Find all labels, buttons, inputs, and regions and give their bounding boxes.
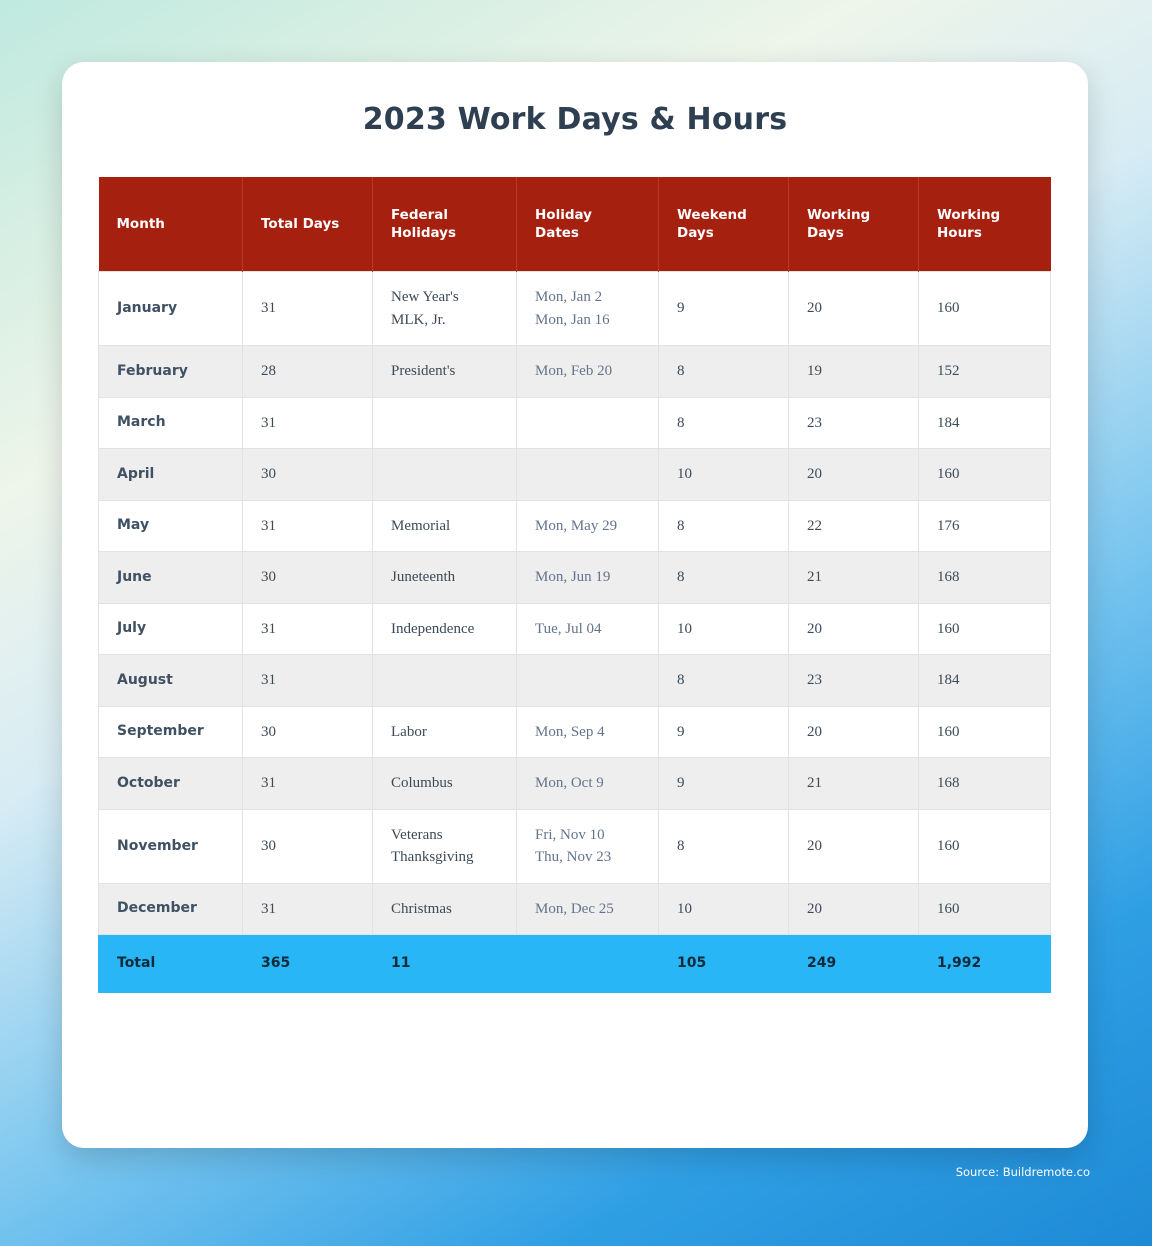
- table-row: [99, 655, 1051, 707]
- column-header-month: Month: [99, 177, 243, 272]
- cell-working-days: 21: [789, 758, 919, 810]
- table-body: [99, 272, 1051, 993]
- cell-working-hours: 160: [919, 603, 1051, 655]
- cell-federal-holidays: [373, 397, 517, 449]
- table-header-row: [99, 177, 1051, 272]
- cell-month: November: [99, 809, 243, 883]
- cell-total-days: 31: [243, 272, 373, 346]
- cell-federal-holidays: President's: [373, 346, 517, 398]
- cell-total-days: 28: [243, 346, 373, 398]
- cell-total-days: 30: [243, 809, 373, 883]
- table-row: [99, 397, 1051, 449]
- cell-weekend-days: 8: [659, 500, 789, 552]
- cell-holiday-dates: [517, 449, 659, 501]
- cell-working-hours: 160: [919, 883, 1051, 935]
- table-row: [99, 449, 1051, 501]
- source-credit: Source: Buildremote.co: [955, 1165, 1090, 1179]
- cell-month: May: [99, 500, 243, 552]
- cell-weekend-days: 8: [659, 397, 789, 449]
- cell-month: January: [99, 272, 243, 346]
- cell-total-days: 30: [243, 552, 373, 604]
- cell-holiday-dates: Mon, Jan 2 Mon, Jan 16: [517, 272, 659, 346]
- work-days-table-container: [98, 177, 1050, 993]
- cell-holiday-dates: Tue, Jul 04: [517, 603, 659, 655]
- total-cell-working-days: 249: [789, 935, 919, 993]
- total-cell-federal-holidays: 11: [373, 935, 517, 993]
- cell-federal-holidays: Labor: [373, 706, 517, 758]
- column-header-total-days: Total Days: [243, 177, 373, 272]
- cell-federal-holidays: [373, 449, 517, 501]
- cell-holiday-dates: Mon, Sep 4: [517, 706, 659, 758]
- cell-weekend-days: 9: [659, 272, 789, 346]
- cell-working-hours: 160: [919, 272, 1051, 346]
- cell-month: July: [99, 603, 243, 655]
- cell-total-days: 31: [243, 655, 373, 707]
- total-cell-label: Total: [99, 935, 243, 993]
- cell-federal-holidays: Juneteenth: [373, 552, 517, 604]
- table-total-row: [99, 935, 1051, 993]
- cell-holiday-dates: Mon, Jun 19: [517, 552, 659, 604]
- cell-weekend-days: 8: [659, 809, 789, 883]
- table-row: [99, 883, 1051, 935]
- total-cell-working-hours: 1,992: [919, 935, 1051, 993]
- cell-month: April: [99, 449, 243, 501]
- cell-total-days: 31: [243, 603, 373, 655]
- cell-working-days: 20: [789, 603, 919, 655]
- cell-working-days: 19: [789, 346, 919, 398]
- cell-weekend-days: 8: [659, 346, 789, 398]
- content-card: [62, 62, 1088, 1148]
- cell-working-days: 20: [789, 706, 919, 758]
- cell-working-days: 23: [789, 655, 919, 707]
- cell-working-days: 20: [789, 809, 919, 883]
- cell-holiday-dates: Fri, Nov 10 Thu, Nov 23: [517, 809, 659, 883]
- cell-weekend-days: 10: [659, 603, 789, 655]
- cell-working-hours: 160: [919, 449, 1051, 501]
- cell-weekend-days: 9: [659, 758, 789, 810]
- table-row: [99, 552, 1051, 604]
- cell-total-days: 31: [243, 883, 373, 935]
- total-cell-weekend-days: 105: [659, 935, 789, 993]
- cell-holiday-dates: [517, 655, 659, 707]
- table-row: [99, 272, 1051, 346]
- cell-working-days: 20: [789, 272, 919, 346]
- cell-working-days: 21: [789, 552, 919, 604]
- cell-month: August: [99, 655, 243, 707]
- cell-month: September: [99, 706, 243, 758]
- cell-federal-holidays: Columbus: [373, 758, 517, 810]
- total-cell-total-days: 365: [243, 935, 373, 993]
- cell-federal-holidays: New Year's MLK, Jr.: [373, 272, 517, 346]
- cell-holiday-dates: Mon, Feb 20: [517, 346, 659, 398]
- cell-federal-holidays: Christmas: [373, 883, 517, 935]
- column-header-holiday-dates: Holiday Dates: [517, 177, 659, 272]
- column-header-working-days: Working Days: [789, 177, 919, 272]
- total-cell-holiday-dates: [517, 935, 659, 993]
- cell-working-hours: 168: [919, 758, 1051, 810]
- column-header-weekend-days: Weekend Days: [659, 177, 789, 272]
- cell-weekend-days: 10: [659, 883, 789, 935]
- cell-month: February: [99, 346, 243, 398]
- cell-total-days: 30: [243, 449, 373, 501]
- cell-working-hours: 152: [919, 346, 1051, 398]
- cell-federal-holidays: [373, 655, 517, 707]
- cell-month: March: [99, 397, 243, 449]
- cell-working-hours: 176: [919, 500, 1051, 552]
- cell-total-days: 31: [243, 500, 373, 552]
- table-row: [99, 500, 1051, 552]
- cell-total-days: 30: [243, 706, 373, 758]
- table-row: [99, 758, 1051, 810]
- cell-total-days: 31: [243, 758, 373, 810]
- cell-working-days: 20: [789, 449, 919, 501]
- cell-working-hours: 160: [919, 706, 1051, 758]
- cell-weekend-days: 8: [659, 552, 789, 604]
- cell-holiday-dates: Mon, Dec 25: [517, 883, 659, 935]
- cell-total-days: 31: [243, 397, 373, 449]
- column-header-working-hours: Working Hours: [919, 177, 1051, 272]
- cell-working-hours: 184: [919, 397, 1051, 449]
- cell-federal-holidays: Independence: [373, 603, 517, 655]
- cell-weekend-days: 9: [659, 706, 789, 758]
- cell-weekend-days: 8: [659, 655, 789, 707]
- cell-weekend-days: 10: [659, 449, 789, 501]
- page-title: 2023 Work Days & Hours: [362, 102, 788, 137]
- column-header-federal-holidays: Federal Holidays: [373, 177, 517, 272]
- cell-month: June: [99, 552, 243, 604]
- cell-working-hours: 160: [919, 809, 1051, 883]
- cell-working-hours: 168: [919, 552, 1051, 604]
- table-row: [99, 603, 1051, 655]
- table-row: [99, 809, 1051, 883]
- cell-month: October: [99, 758, 243, 810]
- cell-working-hours: 184: [919, 655, 1051, 707]
- cell-working-days: 20: [789, 883, 919, 935]
- table-row: [99, 346, 1051, 398]
- cell-holiday-dates: Mon, Oct 9: [517, 758, 659, 810]
- cell-holiday-dates: [517, 397, 659, 449]
- cell-holiday-dates: Mon, May 29: [517, 500, 659, 552]
- cell-federal-holidays: Veterans Thanksgiving: [373, 809, 517, 883]
- cell-working-days: 22: [789, 500, 919, 552]
- cell-working-days: 23: [789, 397, 919, 449]
- table-header: [99, 177, 1051, 272]
- cell-month: December: [99, 883, 243, 935]
- table-row: [99, 706, 1051, 758]
- cell-federal-holidays: Memorial: [373, 500, 517, 552]
- work-days-table: [98, 177, 1051, 993]
